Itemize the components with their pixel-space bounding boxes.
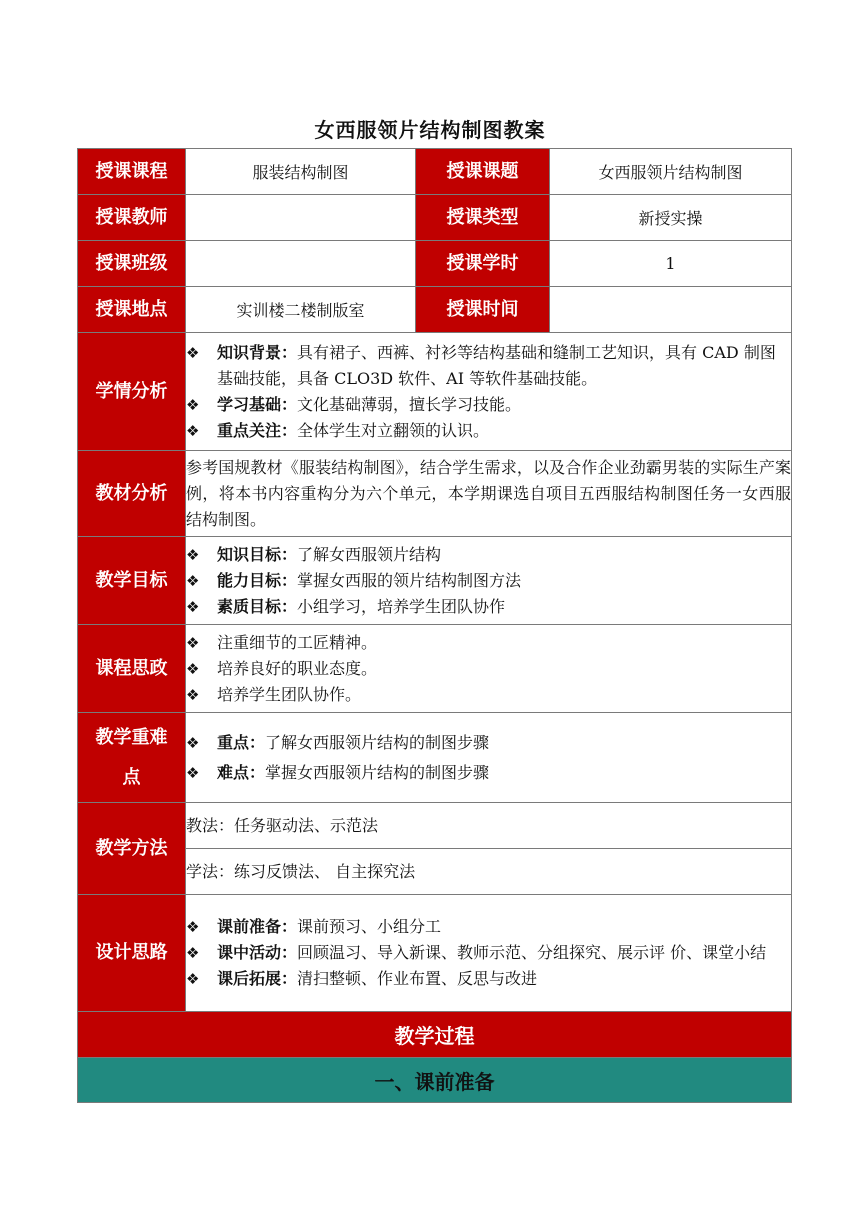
objective-item: ❖ 能力目标：掌握女西服的领片结构制图方法 bbox=[186, 568, 791, 594]
ideology-item: ❖ 注重细节的工匠精神。 bbox=[186, 630, 791, 656]
course-value: 服装结构制图 bbox=[186, 149, 416, 195]
row-design bbox=[78, 895, 792, 1012]
learning-method: 学法：练习反馈法、 自主探究法 bbox=[186, 849, 792, 895]
diamond-bullet-icon: ❖ bbox=[186, 685, 200, 704]
row-section-heading bbox=[78, 1058, 792, 1103]
topic-label: 授课课题 bbox=[416, 149, 550, 195]
row-keypoints bbox=[78, 713, 792, 803]
objective-item: ❖ 素质目标：小组学习，培养学生团队协作 bbox=[186, 594, 791, 620]
row-ideology bbox=[78, 625, 792, 713]
diamond-bullet-icon: ❖ bbox=[186, 343, 200, 362]
page-title: 女西服领片结构制图教案 bbox=[314, 118, 546, 142]
diamond-bullet-icon: ❖ bbox=[186, 970, 200, 988]
row-teacher bbox=[78, 195, 792, 241]
ideology-item: ❖ 培养良好的职业态度。 bbox=[186, 656, 791, 682]
row-course bbox=[78, 149, 792, 195]
diamond-bullet-icon: ❖ bbox=[186, 944, 200, 962]
row-place bbox=[78, 287, 792, 333]
row-methods-teaching bbox=[78, 803, 792, 849]
diamond-bullet-icon: ❖ bbox=[186, 597, 200, 616]
ideology-content bbox=[186, 625, 792, 713]
teacher-value bbox=[186, 195, 416, 241]
class-label: 授课班级 bbox=[78, 241, 186, 287]
time-label: 授课时间 bbox=[416, 287, 550, 333]
design-item: ❖ 课后拓展：清扫整顿、作业布置、反思与改进 bbox=[186, 966, 791, 992]
learner-item: ❖ 知识背景：具有裙子、西裤、衬衫等结构基础和缝制工艺知识，具有 CAD 制图基础技能，具备 CLO3D 软件、AI 等软件基础技能。 bbox=[186, 340, 791, 392]
diamond-bullet-icon: ❖ bbox=[186, 545, 200, 564]
design-label: 设计思路 bbox=[78, 895, 186, 1012]
objectives-label: 教学目标 bbox=[78, 537, 186, 625]
type-label: 授课类型 bbox=[416, 195, 550, 241]
hours-label: 授课学时 bbox=[416, 241, 550, 287]
diamond-bullet-icon: ❖ bbox=[186, 633, 200, 652]
learner-content bbox=[186, 333, 792, 451]
teaching-method: 教法：任务驱动法、示范法 bbox=[186, 803, 792, 849]
row-learner bbox=[78, 333, 792, 451]
diamond-bullet-icon: ❖ bbox=[186, 571, 200, 590]
row-methods-learning bbox=[78, 849, 792, 895]
diamond-bullet-icon: ❖ bbox=[186, 421, 200, 440]
keypoint-item: ❖ 重点：了解女西服领片结构的制图步骤 bbox=[186, 728, 791, 758]
lesson-plan-table bbox=[77, 148, 792, 1103]
keypoints-label: 教学重难 点 bbox=[78, 713, 186, 803]
material-text: 参考国规教材《服装结构制图》，结合学生需求，以及合作企业劲霸男装的实际生产案例，将本书内容重构分为六个单元，本学期课选自项目五西服结构制图任务一女西服结构制图。 bbox=[186, 451, 792, 537]
teacher-label: 授课教师 bbox=[78, 195, 186, 241]
material-label: 教材分析 bbox=[78, 451, 186, 537]
row-process-heading bbox=[78, 1012, 792, 1058]
learner-item: ❖ 学习基础：文化基础薄弱，擅长学习技能。 bbox=[186, 392, 791, 418]
diamond-bullet-icon: ❖ bbox=[186, 395, 200, 414]
place-value: 实训楼二楼制版室 bbox=[186, 287, 416, 333]
keypoint-item: ❖ 难点：掌握女西服领片结构的制图步骤 bbox=[186, 758, 791, 788]
topic-value: 女西服领片结构制图 bbox=[550, 149, 792, 195]
row-material bbox=[78, 451, 792, 537]
ideology-item: ❖ 培养学生团队协作。 bbox=[186, 682, 791, 708]
section-heading: 一、课前准备 bbox=[78, 1058, 792, 1103]
class-value bbox=[186, 241, 416, 287]
diamond-bullet-icon: ❖ bbox=[186, 918, 200, 936]
objectives-content bbox=[186, 537, 792, 625]
methods-label: 教学方法 bbox=[78, 803, 186, 895]
type-value: 新授实操 bbox=[550, 195, 792, 241]
course-label: 授课课程 bbox=[78, 149, 186, 195]
diamond-bullet-icon: ❖ bbox=[186, 659, 200, 678]
objective-item: ❖ 知识目标：了解女西服领片结构 bbox=[186, 542, 791, 568]
ideology-label: 课程思政 bbox=[78, 625, 186, 713]
place-label: 授课地点 bbox=[78, 287, 186, 333]
design-item: ❖ 课中活动：回顾温习、导入新课、教师示范、分组探究、展示评 价、课堂小结 bbox=[186, 940, 791, 966]
process-heading: 教学过程 bbox=[78, 1012, 792, 1058]
row-class bbox=[78, 241, 792, 287]
diamond-bullet-icon: ❖ bbox=[186, 733, 200, 752]
design-content bbox=[186, 895, 792, 1012]
design-item: ❖ 课前准备：课前预习、小组分工 bbox=[186, 914, 791, 940]
time-value bbox=[550, 287, 792, 333]
keypoints-content bbox=[186, 713, 792, 803]
hours-value: 1 bbox=[550, 241, 792, 287]
diamond-bullet-icon: ❖ bbox=[186, 763, 200, 782]
learner-item: ❖ 重点关注：全体学生对立翻领的认识。 bbox=[186, 418, 791, 444]
row-objectives bbox=[78, 537, 792, 625]
learner-label: 学情分析 bbox=[78, 333, 186, 451]
